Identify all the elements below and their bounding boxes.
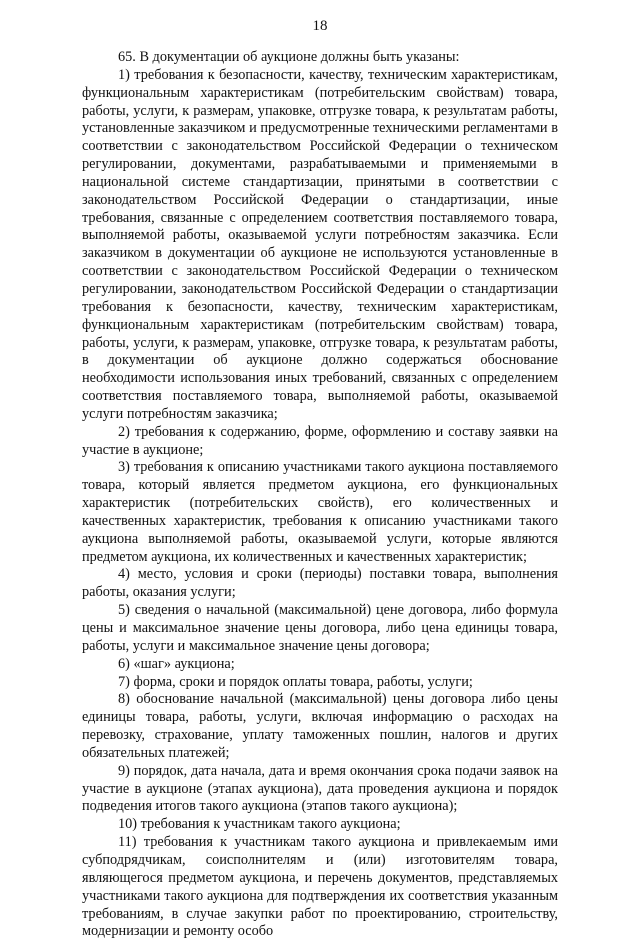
paragraph-item-6: 6) «шаг» аукциона; [118, 655, 235, 672]
paragraph-item-4: 4) место, условия и сроки (периоды) поставки товара, выполнения работы, оказания услуги; [82, 566, 558, 601]
paragraph-item-2: 2) требования к содержанию, форме, оформлению и составу заявки на участие в аукционе; [82, 423, 558, 458]
paragraph-heading-65: 65. В документации об аукционе должны быть указаны: [118, 49, 460, 65]
paragraph-item-5: 5) сведения о начальной (максимальной) цене договора, либо формула цены и максимальное значение цены договора, либо цена единицы товара, работы, услуги и максимальное значение цены договора; [82, 602, 558, 654]
paragraph-item-7: 7) форма, сроки и порядок оплаты товара, работы, услуги; [118, 673, 473, 690]
paragraph-item-11: 11) требования к участникам такого аукциона и привлекаемым ими субподрядчикам, соисполнителям и (или) изготовителям товара, являющегося предметом аукциона, и перечень документов, представляемых участниками такого аукциона для подтверждения их соответствия указанным требованиям, в случае закупки работ по проектированию, строительству, модернизации и ремонту особо [82, 834, 558, 940]
document-body [82, 49, 558, 941]
paragraph-item-9: 9) порядок, дата начала, дата и время окончания срока подачи заявок на участие в аукционе (этапах аукциона), дата проведения аукциона и порядок подведения итогов такого аукциона (этапов такого аукциона); [82, 762, 558, 815]
page-number: 18 [312, 18, 328, 34]
paragraph-item-1: 1) требования к безопасности, качеству, техническим характеристикам, функциональным характеристикам (потребительским свойствам) товара, работы, услуги, к размерам, упаковке, отгрузке товара, к результатам работы, установленные заказчиком и предусмотренные техническими регламентами в соответствии с законодательством Российской Федерации о техническом регулировании, документами, разрабатываемыми и применяемыми в национальной системе стандартизации, принятыми в соответствии с законодательством Российской Федерации о стандартизации, иные требования, связанные с определением соответствия поставляемого товара, выполняемой работы, оказываемой услуги потребностям заказчика. Если заказчиком в документации об аукционе не используются установленные в соответствии с законодательством Российской Федерации о техническом регулировании, законодательством Российской Федерации о стандартизации требования к безопасности, качеству, техническим характеристикам, функциональным характеристикам (потребительским свойствам) товара, работы, услуги, к размерам, упаковке, отгрузке товара, к результатам работы, в документации об аукционе должно содержаться обоснование необходимости использования иных требований, связанных с определением соответствия поставляемого товара, выполняемой работы, оказываемой услуги потребностям заказчика; [82, 66, 558, 422]
paragraph-item-8: 8) обоснование начальной (максимальной) цены договора либо цены единицы товара, работы, услуги, включая информацию о расходах на перевозку, страхование, уплату таможенных пошлин, налогов и других обязательных платежей; [82, 691, 558, 761]
paragraph-item-3: 3) требования к описанию участниками такого аукциона поставляемого товара, который является предметом аукциона, его функциональных характеристик (потребительских свойств), его количественных и качественных характеристик, требования к описанию участниками такого аукциона выполняемой работы, оказываемой услуги, которые являются предметом аукциона, их количественных и качественных характеристик; [82, 459, 558, 565]
paragraph-item-10: 10) требования к участникам такого аукциона; [118, 816, 401, 833]
